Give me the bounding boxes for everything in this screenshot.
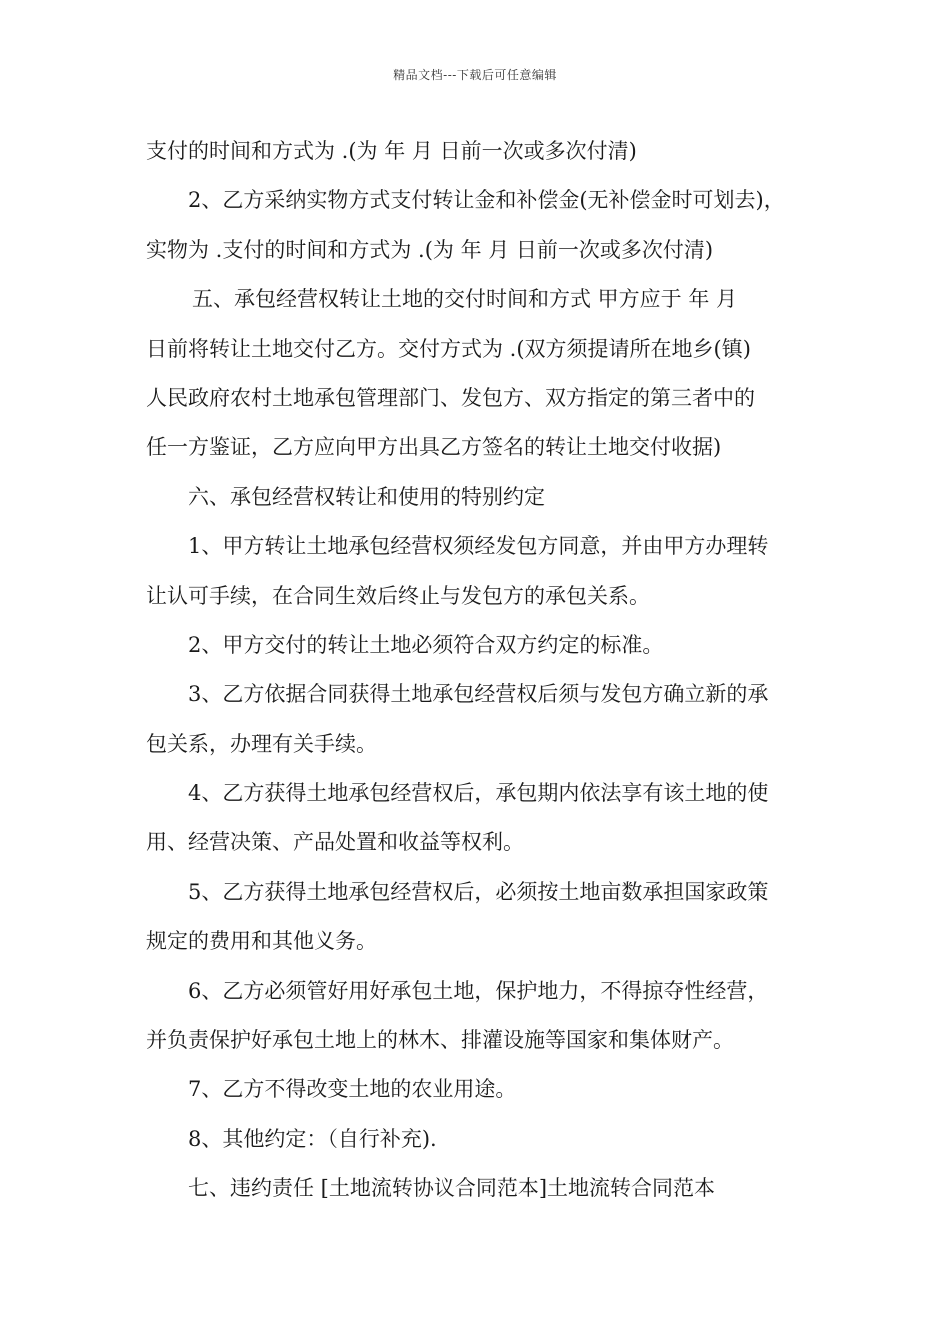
section-heading: 六、承包经营权转让和使用的特别约定 [188,484,545,509]
text-line: 2、甲方交付的转让土地必须符合双方约定的标准。 [188,632,664,657]
page-header: 精品文档---下载后可任意编辑 [393,68,557,82]
document-body [146,133,816,1220]
text-line: 1、甲方转让土地承包经营权须经发包方同意，并由甲方办理转 [188,534,769,559]
text-line: 日前将转让土地交付乙方。交付方式为 .(双方须提请所在地乡(镇) [146,336,751,361]
text-line: 6、乙方必须管好用好承包土地，保护地力，不得掠夺性经营， [188,978,769,1003]
text-line: 任一方鉴证，乙方应向甲方出具乙方签名的转让土地交付收据) [146,435,722,460]
text-line: 让认可手续，在合同生效后终止与发包方的承包关系。 [146,583,650,608]
text-line: 4、乙方获得土地承包经营权后，承包期内依法享有该土地的使 [188,781,769,806]
section-heading: 五、承包经营权转让土地的交付时间和方式 甲方应于 年 月 [192,287,738,312]
text-line: 2、乙方采纳实物方式支付转让金和补偿金(无补偿金时可划去)， [188,188,785,213]
text-line: 人民政府农村土地承包管理部门、发包方、双方指定的第三者中的 [146,385,755,410]
text-line: 3、乙方依据合同获得土地承包经营权后须与发包方确立新的承 [188,682,769,707]
text-line: 实物为 .支付的时间和方式为 .(为 年 月 日前一次或多次付清) [146,237,714,262]
text-line: 并负责保护好承包土地上的林木、排灌设施等国家和集体财产。 [146,1028,734,1053]
text-line: 5、乙方获得土地承包经营权后，必须按土地亩数承担国家政策 [188,879,769,904]
text-line: 规定的费用和其他义务。 [146,929,377,954]
text-line: 用、经营决策、产品处置和收益等权利。 [146,830,524,855]
text-line: 包关系，办理有关手续。 [146,731,377,756]
text-line: 8、其他约定：（自行补充). [188,1126,437,1151]
text-line: 7、乙方不得改变土地的农业用途。 [188,1077,517,1102]
section-heading: 七、违约责任 [土地流转协议合同范本]土地流转合同范本 [188,1176,716,1201]
text-line: 支付的时间和方式为 .(为 年 月 日前一次或多次付清) [146,139,637,163]
